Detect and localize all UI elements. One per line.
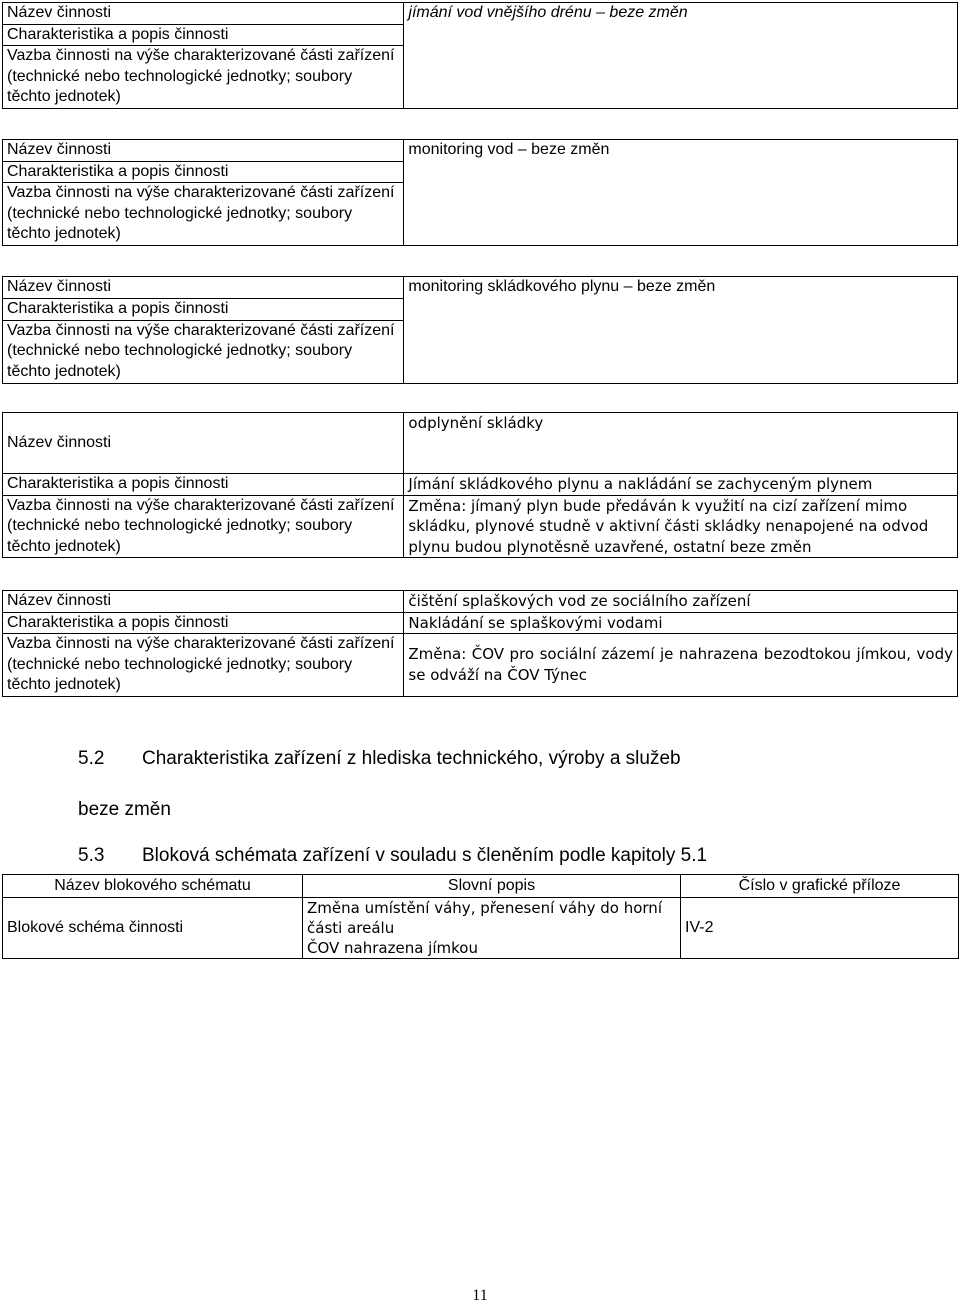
activity-block-5 (2, 590, 958, 697)
activity-name: monitoring vod – beze změn (404, 140, 958, 246)
label-link: Vazba činnosti na výše charakterizované části zařízení (technické nebo technologické jednotky; soubory těchto jednotek) (3, 46, 404, 109)
section-heading-5-3 (78, 845, 707, 867)
page-number: 11 (472, 1287, 488, 1304)
activity-name: jímání vod vnějšího drénu – beze změn (404, 3, 958, 109)
activity-name: monitoring skládkového plynu – beze změn (404, 277, 958, 384)
activity-block-2 (2, 139, 958, 246)
label-link: Vazba činnosti na výše charakterizované části zařízení (technické nebo technologické jednotky; soubory těchto jednotek) (3, 495, 404, 558)
label-char: Charakteristika a popis činnosti (3, 474, 404, 496)
activity-name: odplynění skládky (404, 413, 958, 474)
label-char: Charakteristika a popis činnosti (3, 161, 404, 183)
schema-table (2, 874, 959, 959)
label-name: Název činnosti (3, 591, 404, 613)
description-line-2: ČOV nahrazena jímkou (307, 939, 478, 957)
activity-char: Nakládání se splaškovými vodami (404, 612, 958, 634)
label-name: Název činnosti (3, 413, 404, 474)
schema-description-cell (303, 898, 681, 959)
label-char: Charakteristika a popis činnosti (3, 612, 404, 634)
label-char: Charakteristika a popis činnosti (3, 298, 404, 320)
schema-name-cell: Blokové schéma činnosti (3, 898, 303, 959)
activity-name: čištění splaškových vod ze sociálního zařízení (404, 591, 958, 613)
section-5-2-text: beze změn (78, 799, 171, 820)
activity-block-4 (2, 412, 958, 558)
section-title: Charakteristika zařízení z hlediska technického, výroby a služeb (142, 748, 681, 769)
activity-link: Změna: jímaný plyn bude předáván k využití na cizí zařízení mimo skládku, plynové studně v aktivní části skládky nenapojené na odvod plynu budou plynotěsně uzavřené, ostatní beze změn (404, 495, 958, 558)
header-attachment-number: Číslo v grafické příloze (681, 875, 959, 898)
description-line-1: Změna umístění váhy, přenesení váhy do horní části areálu (307, 899, 662, 937)
label-name: Název činnosti (3, 3, 404, 25)
header-description: Slovní popis (303, 875, 681, 898)
label-link: Vazba činnosti na výše charakterizované části zařízení (technické nebo technologické jednotky; soubory těchto jednotek) (3, 634, 404, 697)
activity-block-1 (2, 2, 958, 109)
attachment-number-cell: IV-2 (681, 898, 959, 959)
label-link: Vazba činnosti na výše charakterizované části zařízení (technické nebo technologické jednotky; soubory těchto jednotek) (3, 320, 404, 383)
activity-block-3 (2, 276, 958, 384)
activity-char: Jímání skládkového plynu a nakládání se zachyceným plynem (404, 474, 958, 496)
activity-link: Změna: ČOV pro sociální zázemí je nahrazena bezodtokou jímkou, vody se odváží na ČOV Týnec (404, 634, 958, 697)
section-heading-5-2 (78, 748, 681, 770)
label-char: Charakteristika a popis činnosti (3, 24, 404, 46)
label-name: Název činnosti (3, 277, 404, 299)
label-name: Název činnosti (3, 140, 404, 162)
label-link: Vazba činnosti na výše charakterizované části zařízení (technické nebo technologické jednotky; soubory těchto jednotek) (3, 183, 404, 246)
section-number: 5.2 (78, 748, 105, 769)
section-number: 5.3 (78, 845, 105, 866)
section-title: Bloková schémata zařízení v souladu s členěním podle kapitoly 5.1 (142, 845, 708, 866)
header-schema-name: Název blokového schématu (3, 875, 303, 898)
